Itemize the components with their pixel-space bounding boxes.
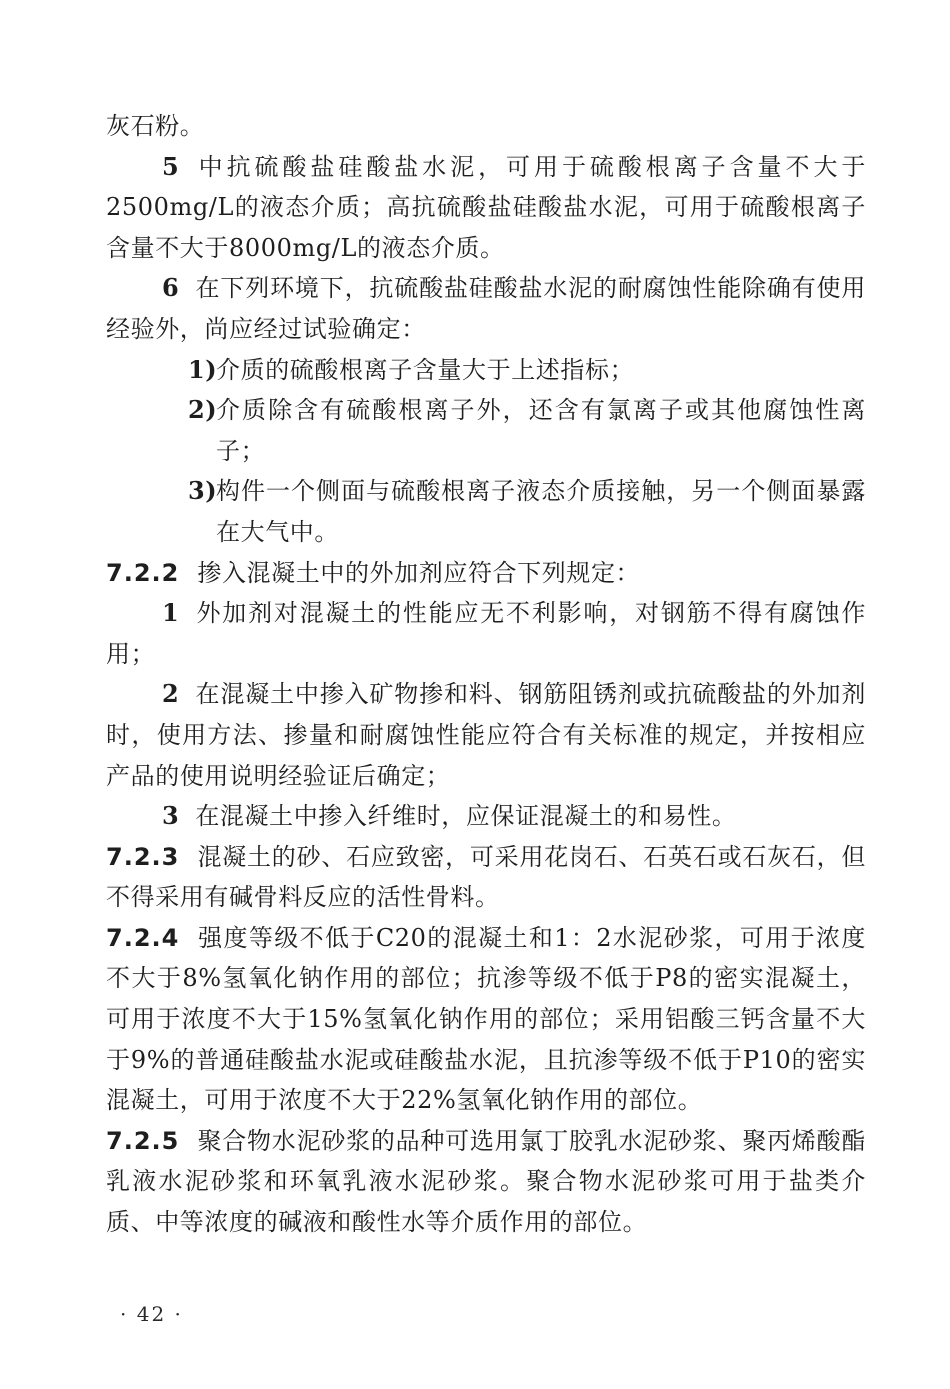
section-number: 7.2.4 [106,923,180,952]
page-number: · 42 · [120,1302,183,1326]
section-7-2-5: 7.2.5 聚合物水泥砂浆的品种可选用氯丁胶乳水泥砂浆、聚丙烯酸酯乳液水泥砂浆和环氧乳液水泥砂浆。聚合物水泥砂浆可用于盐类介质、中等浓度的碱液和酸性水等介质作用的部位。 [106,1126,866,1237]
clause-6: 6 在下列环境下，抗硫酸盐硅酸盐水泥的耐腐蚀性能除确有使用经验外，尚应经过试验确定： [106,273,866,343]
clause-2: 2 在混凝土中掺入矿物掺和料、钢筋阻锈剂或抗硫酸盐的外加剂时，使用方法、掺量和耐腐蚀性能应符合有关标准的规定，并按相应产品的使用说明经验证后确定； [106,679,866,790]
clause-number: 5 [162,151,180,181]
item-number: 1) [188,354,218,384]
clause-number: 1 [162,598,180,628]
continuation-paragraph: 灰石粉。 [106,112,205,140]
body-text [106,106,866,1243]
clause-1: 1 外加剂对混凝土的性能应无不利影响，对钢筋不得有腐蚀作用； [106,598,866,668]
section-number: 7.2.5 [106,1126,180,1155]
section-7-2-4: 7.2.4 强度等级不低于C20的混凝土和1：2水泥砂浆，可用于浓度不大于8%氢氧化钠作用的部位；抗渗等级不低于P8的密实混凝土，可用于浓度不大于15%氢氧化钠作用的部位；采用铝酸三钙含量不大于9%的普通硅酸盐水泥或硅酸盐水泥，且抗渗等级不低于P10的密实混凝土，可用于浓度不大于22%氢氧化钠作用的部位。 [106,923,866,1115]
item-number: 2) [188,395,218,425]
section-7-2-3: 7.2.3 混凝土的砂、石应致密，可采用花岗石、石英石或石灰石，但不得采用有碱骨料反应的活性骨料。 [106,842,866,912]
item-number: 3) [188,476,218,506]
section-number: 7.2.3 [106,842,180,871]
clause-number: 6 [162,273,180,303]
clause-number: 2 [162,679,180,709]
clause-3: 3 在混凝土中掺入纤维时，应保证混凝土的和易性。 [162,801,737,831]
clause-5: 5 中抗硫酸盐硅酸盐水泥，可用于硫酸根离子含量不大于2500mg/L的液态介质；高抗硫酸盐硅酸盐水泥，可用于硫酸根离子含量不大于8000mg/L的液态介质。 [106,151,866,262]
list-item-3: 3) 构件一个侧面与硫酸根离子液态介质接触，另一个侧面暴露在大气中。 [106,471,866,552]
section-7-2-2: 7.2.2 掺入混凝土中的外加剂应符合下列规定： [106,558,641,587]
section-number: 7.2.2 [106,558,180,587]
clause-number: 3 [162,801,180,831]
list-item-1: 1) 介质的硫酸根离子含量大于上述指标； [106,350,866,391]
list-item-2: 2) 介质除含有硫酸根离子外，还含有氯离子或其他腐蚀性离子； [106,390,866,471]
